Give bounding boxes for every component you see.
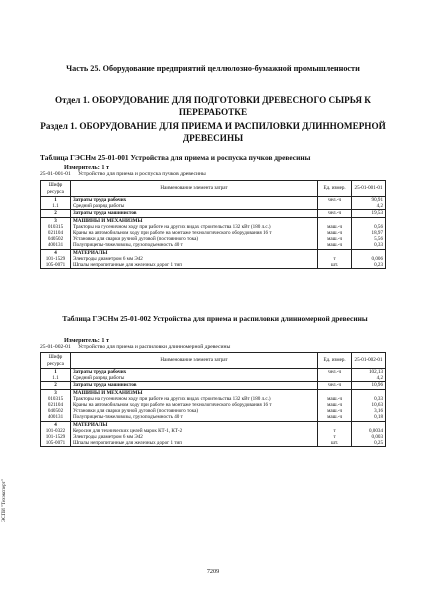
- table1-code: 25-01-001-01: [40, 171, 71, 177]
- row-code: 1: [41, 197, 71, 204]
- row-unit: чел.-ч: [318, 210, 352, 217]
- row-unit: маш.-ч: [318, 408, 352, 414]
- table-row: [41, 375, 386, 382]
- table-row: [41, 210, 386, 217]
- row-unit: маш.-ч: [318, 242, 352, 249]
- row-unit: [318, 249, 352, 256]
- row-value: 0,33: [352, 242, 386, 249]
- row-value: 4,2: [352, 375, 386, 382]
- row-code: 4: [41, 421, 71, 428]
- table2-code-line: [40, 344, 370, 350]
- row-code: 040502: [41, 236, 71, 242]
- table-row: [41, 249, 386, 256]
- part-heading: Часть 25. Оборудование предприятий целлюлозно-бумажной промышленности: [66, 64, 360, 73]
- row-code: 400131: [41, 242, 71, 249]
- row-code: 1: [41, 369, 71, 376]
- row-code: 3: [41, 217, 71, 224]
- row-name: Краны на автомобильном ходу при работе на монтаже технологического оборудования 16 т: [70, 230, 317, 236]
- row-value: 90,91: [352, 197, 386, 204]
- row-name: Затраты труда рабочих: [70, 197, 317, 204]
- row-name: Электроды диаметром 6 мм Э42: [70, 434, 317, 440]
- row-value: 0,0034: [352, 428, 386, 434]
- row-unit: маш.-ч: [318, 230, 352, 236]
- row-value: 0,33: [352, 396, 386, 402]
- row-value: 0,18: [352, 414, 386, 421]
- row-name: Затраты труда рабочих: [70, 369, 317, 376]
- row-code: 021104: [41, 402, 71, 408]
- row-unit: т: [318, 256, 352, 262]
- row-unit: чел.-ч: [318, 197, 352, 204]
- table-row: [41, 414, 386, 421]
- row-value: 10,63: [352, 402, 386, 408]
- table2-col-name: Наименование элемента затрат: [70, 353, 317, 369]
- row-value: [352, 421, 386, 428]
- row-name: Установки для сварки ручной дуговой (постоянного тока): [70, 408, 317, 414]
- table2-col-unit: Ед. измер.: [318, 353, 352, 369]
- row-name: Затраты труда машинистов: [70, 210, 317, 217]
- row-code: 101-1529: [41, 434, 71, 440]
- row-unit: маш.-ч: [318, 414, 352, 421]
- row-name: МАШИНЫ И МЕХАНИЗМЫ: [70, 217, 317, 224]
- table1: [40, 180, 386, 269]
- row-name: МАТЕРИАЛЫ: [70, 249, 317, 256]
- table2: [40, 352, 386, 447]
- row-value: 19,53: [352, 210, 386, 217]
- row-value: 0,56: [352, 224, 386, 230]
- row-unit: маш.-ч: [318, 224, 352, 230]
- row-code: 2: [41, 382, 71, 389]
- table-row: [41, 262, 386, 269]
- table1-col-code: Шифр ресурса: [41, 181, 71, 197]
- table2-code: 25-01-002-01: [40, 344, 71, 350]
- row-unit: чел.-ч: [318, 369, 352, 376]
- table2-description: Устройство для приема и распиловки длинномерной древесины: [78, 344, 231, 350]
- table-row: [41, 421, 386, 428]
- row-code: 400131: [41, 414, 71, 421]
- row-code: 101-0322: [41, 428, 71, 434]
- row-name: Полуприцепы-тяжеловозы, грузоподъемность 40 т: [70, 414, 317, 421]
- table2-measure: Измеритель: 1 т: [64, 337, 109, 344]
- row-name: Тракторы на гусеничном ходу при работе на других видах строительства 132 кВт (180 л.с.): [70, 396, 317, 402]
- row-unit: чел.-ч: [318, 382, 352, 389]
- section-heading: Раздел 1. ОБОРУДОВАНИЕ ДЛЯ ПРИЕМА И РАСПИЛОВКИ ДЛИННОМЕРНОЙ ДРЕВЕСИНЫ: [40, 121, 386, 143]
- row-unit: маш.-ч: [318, 236, 352, 242]
- table2-title: Таблица ГЭСНм 25-01-002 Устройства для приема и распиловки длинномерной древесины: [62, 314, 368, 323]
- row-name: Полуприцепы-тяжеловозы, грузоподъемность 40 т: [70, 242, 317, 249]
- row-value: 0,006: [352, 256, 386, 262]
- row-code: 010315: [41, 396, 71, 402]
- row-name: Средний разряд работы: [70, 203, 317, 210]
- table2-col-norm: 25-01-002-01: [352, 353, 386, 369]
- table1-code-line: [40, 171, 370, 177]
- row-code: 105-0071: [41, 440, 71, 447]
- row-value: 3,16: [352, 408, 386, 414]
- row-unit: [318, 375, 352, 382]
- table-row: [41, 203, 386, 210]
- row-unit: [318, 217, 352, 224]
- row-code: 040502: [41, 408, 71, 414]
- row-code: 3: [41, 389, 71, 396]
- table1-description: Устройство для приема и роспуска пучков древесины: [78, 171, 206, 177]
- row-value: 10,96: [352, 382, 386, 389]
- row-unit: маш.-ч: [318, 402, 352, 408]
- row-name: Шпалы непропитанные для железных дорог 1 тип: [70, 262, 317, 269]
- table1-col-unit: Ед. измер.: [318, 181, 352, 197]
- row-code: 010315: [41, 224, 71, 230]
- row-code: 1.1: [41, 203, 71, 210]
- row-unit: шт.: [318, 262, 352, 269]
- page-number: 7209: [206, 568, 220, 575]
- row-unit: шт.: [318, 440, 352, 447]
- row-unit: т: [318, 428, 352, 434]
- table-row: [41, 242, 386, 249]
- row-unit: маш.-ч: [318, 396, 352, 402]
- row-unit: [318, 203, 352, 210]
- row-code: 105-0071: [41, 262, 71, 269]
- row-name: Шпалы непропитанные для железных дорог 1 тип: [70, 440, 317, 447]
- table-row: [41, 382, 386, 389]
- department-heading: Отдел 1. ОБОРУДОВАНИЕ ДЛЯ ПОДГОТОВКИ ДРЕВЕСНОГО СЫРЬЯ К ПЕРЕРАБОТКЕ: [55, 95, 371, 117]
- row-value: 5,56: [352, 236, 386, 242]
- row-value: 4,2: [352, 203, 386, 210]
- table1-body: [41, 197, 386, 269]
- row-name: МАШИНЫ И МЕХАНИЗМЫ: [70, 389, 317, 396]
- row-value: 102,13: [352, 369, 386, 376]
- row-name: МАТЕРИАЛЫ: [70, 421, 317, 428]
- row-value: 0,003: [352, 434, 386, 440]
- row-name: Керосин для технических целей марок КТ-1, КТ-2: [70, 428, 317, 434]
- row-name: Краны на автомобильном ходу при работе на монтаже технологического оборудования 16 т: [70, 402, 317, 408]
- table2-col-code: Шифр ресурса: [41, 353, 71, 369]
- row-code: 1.1: [41, 375, 71, 382]
- table1-measure: Измеритель: 1 т: [64, 164, 109, 171]
- table-row: [41, 440, 386, 447]
- row-unit: [318, 389, 352, 396]
- row-name: Электроды диаметром 6 мм Э42: [70, 256, 317, 262]
- table1-col-name: Наименование элемента затрат: [70, 181, 317, 197]
- table-row: [41, 217, 386, 224]
- side-watermark: ЭСПИ "Техэксперт": [2, 479, 7, 522]
- row-name: Установки для сварки ручной дуговой (постоянного тока): [70, 236, 317, 242]
- table1-title: Таблица ГЭСНм 25-01-001 Устройства для приема и роспуска пучков древесины: [40, 153, 311, 162]
- row-value: 0,23: [352, 262, 386, 269]
- row-value: [352, 249, 386, 256]
- row-value: 18,97: [352, 230, 386, 236]
- row-unit: [318, 421, 352, 428]
- table-row: [41, 389, 386, 396]
- row-unit: т: [318, 434, 352, 440]
- row-code: 2: [41, 210, 71, 217]
- row-name: Затраты труда машинистов: [70, 382, 317, 389]
- table2-body: [41, 369, 386, 447]
- row-code: 021104: [41, 230, 71, 236]
- row-value: [352, 389, 386, 396]
- row-value: [352, 217, 386, 224]
- row-code: 4: [41, 249, 71, 256]
- table1-col-norm: 25-01-001-01: [352, 181, 386, 197]
- row-value: 0,25: [352, 440, 386, 447]
- row-name: Средний разряд работы: [70, 375, 317, 382]
- row-name: Тракторы на гусеничном ходу при работе на других видах строительства 132 кВт (180 л.с.): [70, 224, 317, 230]
- row-code: 101-1529: [41, 256, 71, 262]
